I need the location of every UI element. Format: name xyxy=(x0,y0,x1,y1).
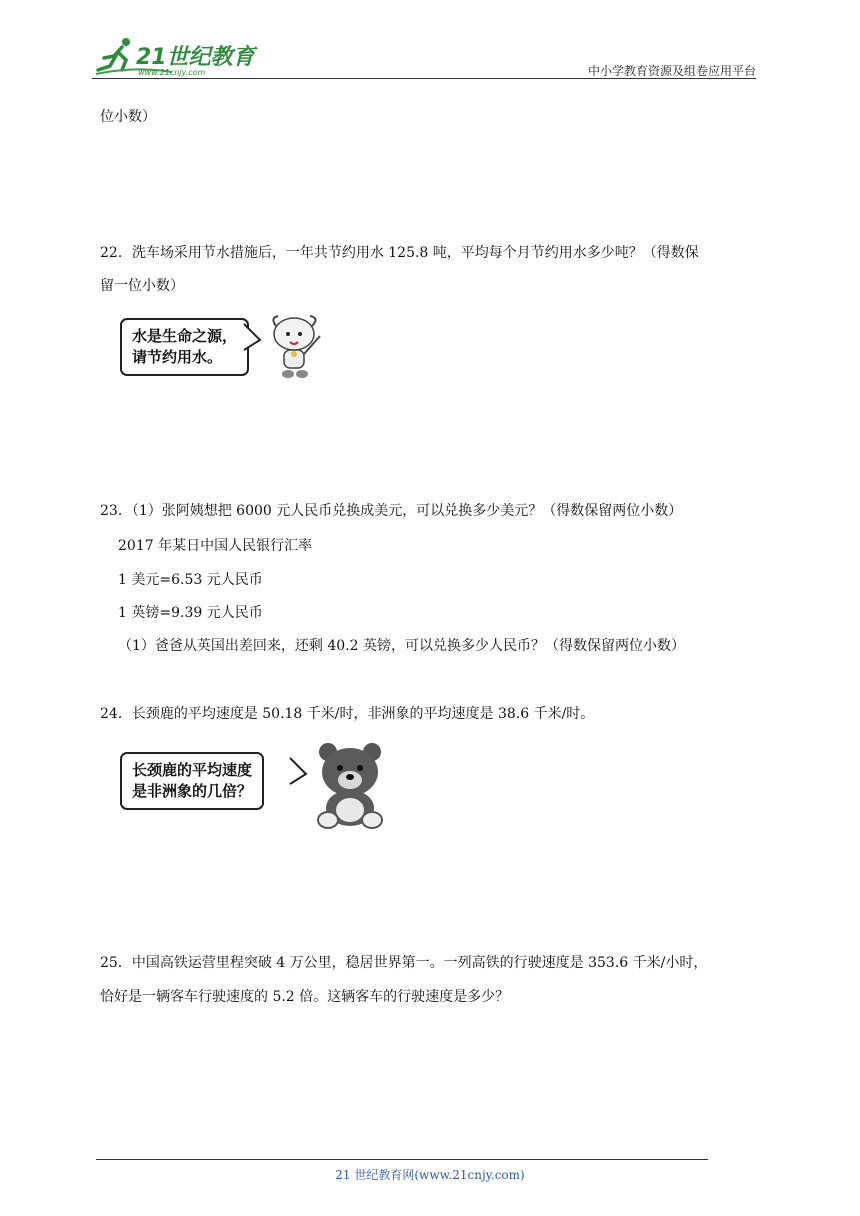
q22-bubble-line1: 水是生命之源， xyxy=(132,327,238,345)
footer-divider xyxy=(96,1159,708,1160)
q23-line1: 23．（1）张阿姨想把 6000 元人民币兑换成美元，可以兑换多少美元？（得数保留两位小数） xyxy=(100,503,683,519)
q24-line1: 24．长颈鹿的平均速度是 50.18 千米/时，非洲象的平均速度是 38.6 千米/时。 xyxy=(100,706,595,722)
q22-line2: 留一位小数） xyxy=(100,278,184,294)
q23-line3: 1 美元=6.53 元人民币 xyxy=(118,572,263,588)
q22-bubble-tail-icon xyxy=(240,318,264,358)
q23-line4: 1 英镑=9.39 元人民币 xyxy=(118,605,263,621)
site-logo[interactable] xyxy=(92,36,262,78)
logo-url: www.21cnjy.com xyxy=(138,68,206,77)
q23-line2: 2017 年某日中国人民银行汇率 xyxy=(118,538,313,554)
bear-cartoon-icon xyxy=(310,740,392,830)
q25-line1: 25．中国高铁运营里程突破 4 万公里，稳居世界第一。一列高铁的行驶速度是 353.6 千米/小时， xyxy=(100,955,708,971)
logo-title: 21世纪教育 xyxy=(136,45,255,70)
footer-link[interactable]: 21 世纪教育网(www.21cnjy.com) xyxy=(335,1168,525,1182)
logo-runner-icon xyxy=(92,36,262,78)
q23-line5: （1）爸爸从英国出差回来，还剩 40.2 英镑，可以兑换多少人民币？（得数保留两位小数） xyxy=(118,638,685,654)
platform-name: 中小学教育资源及组卷应用平台 xyxy=(587,64,756,78)
q24-bubble-tail-icon xyxy=(286,752,310,792)
q25-line2: 恰好是一辆客车行驶速度的 5.2 倍。这辆客车的行驶速度是多少？ xyxy=(100,989,510,1005)
continuation-text: 位小数） xyxy=(100,109,156,125)
q24-bubble-line2: 是非洲象的几倍？ xyxy=(132,782,253,800)
q22-bubble-line2: 请节约用水。 xyxy=(132,348,223,366)
q24-speech-bubble xyxy=(120,752,264,810)
goat-cartoon-icon xyxy=(266,312,330,382)
header-divider xyxy=(92,78,756,79)
q22-speech-bubble xyxy=(120,318,249,376)
q22-line1: 22．洗车场采用节水措施后，一年共节约用水 125.8 吨，平均每个月节约用水多少吨？（得数保 xyxy=(100,245,699,261)
q24-bubble-line1: 长颈鹿的平均速度 xyxy=(132,761,253,779)
